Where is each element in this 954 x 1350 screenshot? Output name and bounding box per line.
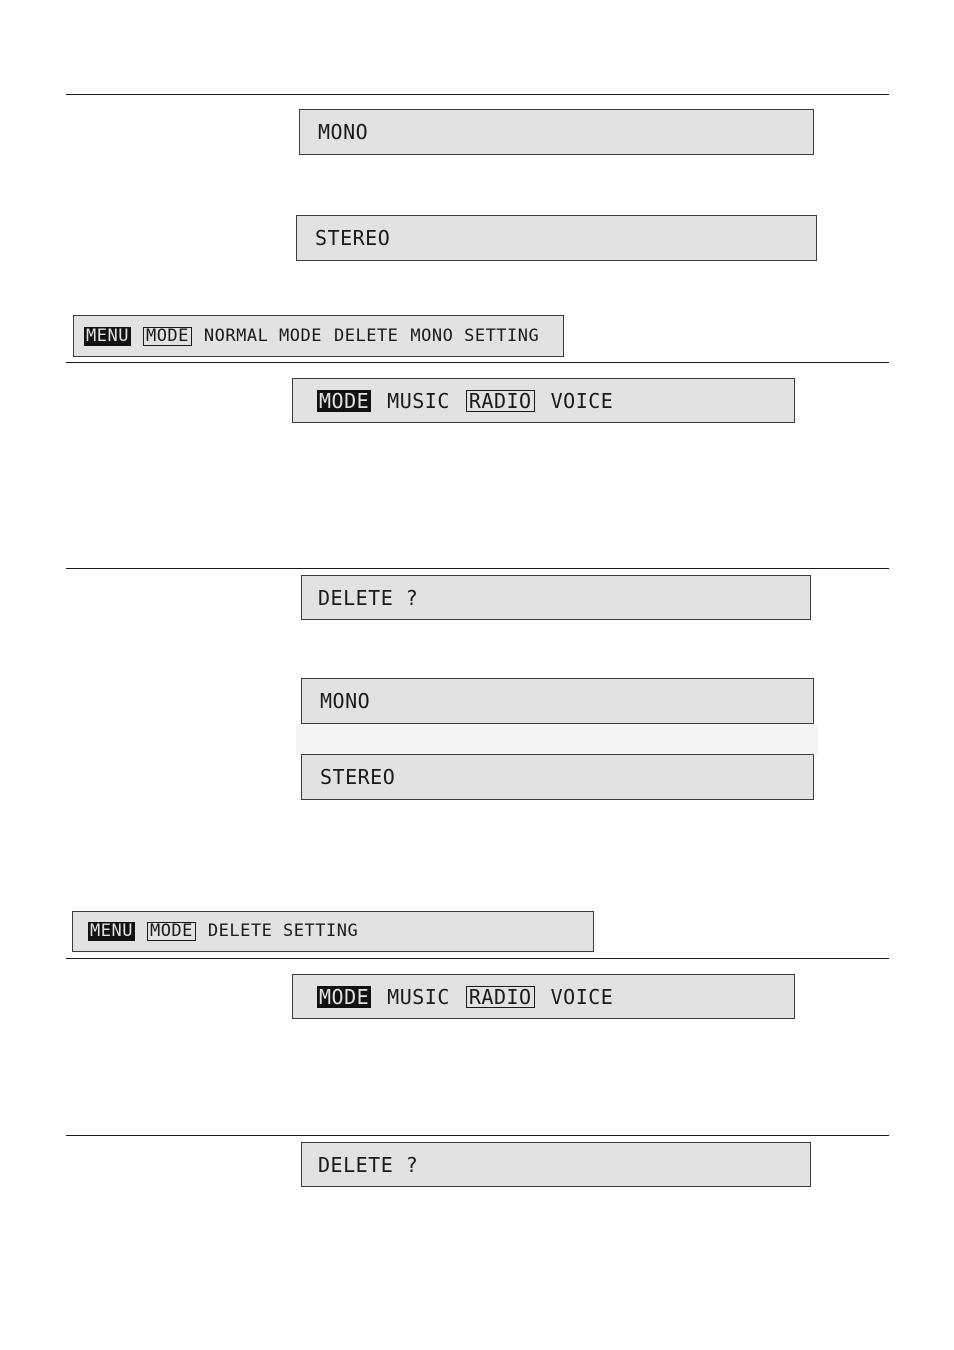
mode-option-music: MUSIC [387,388,450,413]
lcd-text: DELETE ? [318,1152,419,1177]
section-divider-5 [66,1135,889,1136]
mode-key: MODE [147,922,196,941]
menu-key: MENU [90,921,133,941]
lcd-display-delete [301,1142,811,1187]
section-divider-3 [66,568,889,569]
lcd-text: DELETE ? [318,585,419,610]
lcd-mode-select [292,974,795,1019]
mode-option-voice: VOICE [550,388,614,413]
section-divider-1 [66,94,889,95]
menu-step-mono-setting: MONO SETTING [410,325,540,346]
menu-path-delete-setting [72,911,594,952]
display-spacer [296,724,818,754]
lcd-display-mono [299,109,814,155]
lcd-text: STEREO [320,765,396,789]
mode-key: MODE [143,327,192,346]
lcd-display-stereo [296,215,817,261]
mode-option-music: MUSIC [387,984,450,1009]
menu-step-delete-setting: DELETE SETTING [207,921,359,941]
lcd-mode-select [292,378,795,423]
mode-option-radio: RADIO [466,390,535,412]
menu-key: MENU [86,325,129,346]
menu-step-delete: DELETE [334,325,399,346]
lcd-display-stereo [301,754,814,800]
mode-option-voice: VOICE [550,984,614,1009]
lcd-display-delete [301,575,811,620]
menu-step-normal-mode: NORMAL MODE [203,325,322,346]
mode-option-radio: RADIO [466,986,535,1008]
menu-path-mono-setting [73,315,564,357]
mode-indicator: MODE [319,388,370,413]
lcd-text: MONO [318,120,369,144]
mode-indicator: MODE [319,984,370,1009]
section-divider-2 [66,362,889,363]
lcd-text: MONO [320,689,371,713]
section-divider-4 [66,958,889,959]
lcd-text: STEREO [315,226,391,250]
lcd-display-mono [301,678,814,724]
